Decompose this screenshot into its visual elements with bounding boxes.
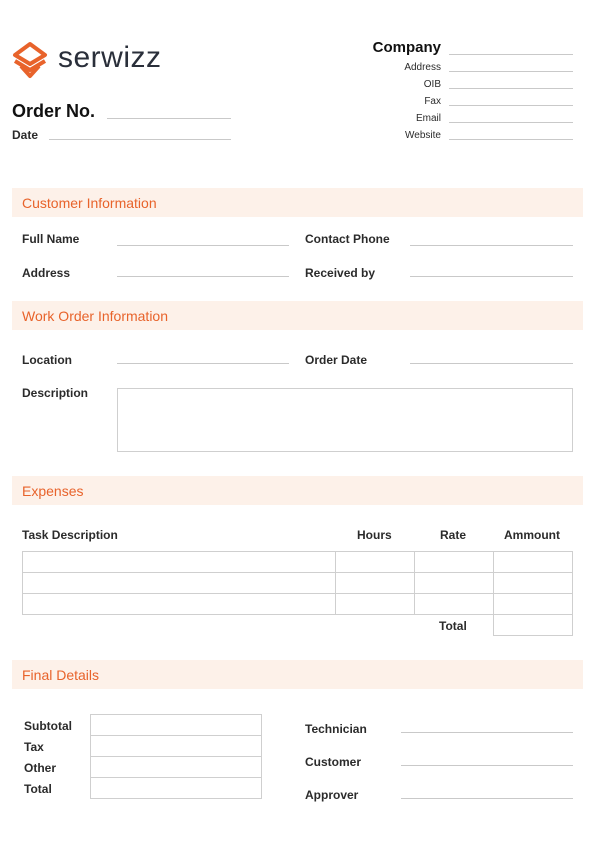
company-address-label: Address [404, 62, 441, 73]
company-fax-label: Fax [424, 96, 441, 107]
other-field[interactable] [90, 756, 262, 778]
received-by-label: Received by [305, 266, 376, 280]
rate-cell[interactable] [414, 572, 494, 594]
hours-cell[interactable] [335, 593, 415, 615]
full-name-field[interactable] [117, 245, 289, 246]
amount-cell[interactable] [493, 572, 573, 594]
expenses-section-header [12, 476, 583, 505]
subtotal-label: Subtotal [24, 719, 72, 733]
company-fax-field[interactable] [449, 105, 573, 106]
received-by-field[interactable] [410, 276, 573, 277]
description-label: Description [22, 386, 89, 400]
col-rate: Rate [440, 528, 467, 542]
final-section-header [12, 660, 583, 689]
company-oib-field[interactable] [449, 88, 573, 89]
order-number-field[interactable] [107, 118, 231, 119]
company-website-field[interactable] [449, 139, 573, 140]
address-field[interactable] [117, 276, 289, 277]
company-website-label: Website [405, 130, 441, 141]
hours-cell[interactable] [335, 572, 415, 594]
amount-cell[interactable] [493, 551, 573, 573]
description-textarea[interactable] [117, 388, 573, 452]
rate-cell[interactable] [414, 551, 494, 573]
tax-field[interactable] [90, 735, 262, 757]
col-amount: Ammount [504, 528, 560, 542]
order-date-field[interactable] [410, 363, 573, 364]
approver-signature-line[interactable] [401, 798, 573, 799]
other-label: Other [24, 761, 57, 775]
expenses-total-label: Total [439, 619, 467, 633]
tax-label: Tax [24, 740, 44, 754]
contact-phone-field[interactable] [410, 245, 573, 246]
company-email-label: Email [415, 113, 441, 124]
task-cell[interactable] [22, 551, 336, 573]
customer-label: Customer [305, 755, 362, 769]
col-hours: Hours [357, 528, 392, 542]
date-field[interactable] [49, 139, 231, 140]
location-field[interactable] [117, 363, 289, 364]
location-label: Location [22, 353, 72, 367]
customer-section-title: Customer Information [22, 195, 157, 211]
technician-signature-line[interactable] [401, 732, 573, 733]
company-field[interactable] [449, 54, 573, 55]
expenses-total-cell[interactable] [493, 614, 573, 636]
approver-label: Approver [305, 788, 359, 802]
order-date-label: Order Date [305, 353, 368, 367]
subtotal-field[interactable] [90, 714, 262, 736]
amount-cell[interactable] [493, 593, 573, 615]
order-number-label: Order No. [12, 101, 96, 121]
full-name-label: Full Name [22, 232, 80, 246]
logo [11, 41, 171, 81]
task-cell[interactable] [22, 593, 336, 615]
hours-cell[interactable] [335, 551, 415, 573]
total-label: Total [24, 782, 52, 796]
company-address-field[interactable] [449, 71, 573, 72]
brand-name: serwizz [58, 41, 162, 74]
serwizz-logo-icon [11, 41, 49, 79]
company-oib-label: OIB [423, 79, 441, 90]
customer-section-header [12, 188, 583, 217]
work-order-section-title: Work Order Information [22, 308, 169, 324]
rate-cell[interactable] [414, 593, 494, 615]
technician-label: Technician [305, 722, 367, 736]
contact-phone-label: Contact Phone [305, 232, 390, 246]
company-email-field[interactable] [449, 122, 573, 123]
work-order-section-header [12, 301, 583, 330]
total-field[interactable] [90, 777, 262, 799]
customer-signature-line[interactable] [401, 765, 573, 766]
final-section-title: Final Details [22, 667, 100, 683]
expenses-section-title: Expenses [22, 483, 84, 499]
date-label: Date [12, 128, 39, 142]
task-cell[interactable] [22, 572, 336, 594]
col-task-description: Task Description [22, 528, 118, 542]
company-label: Company [372, 39, 441, 56]
address-label: Address [22, 266, 71, 280]
